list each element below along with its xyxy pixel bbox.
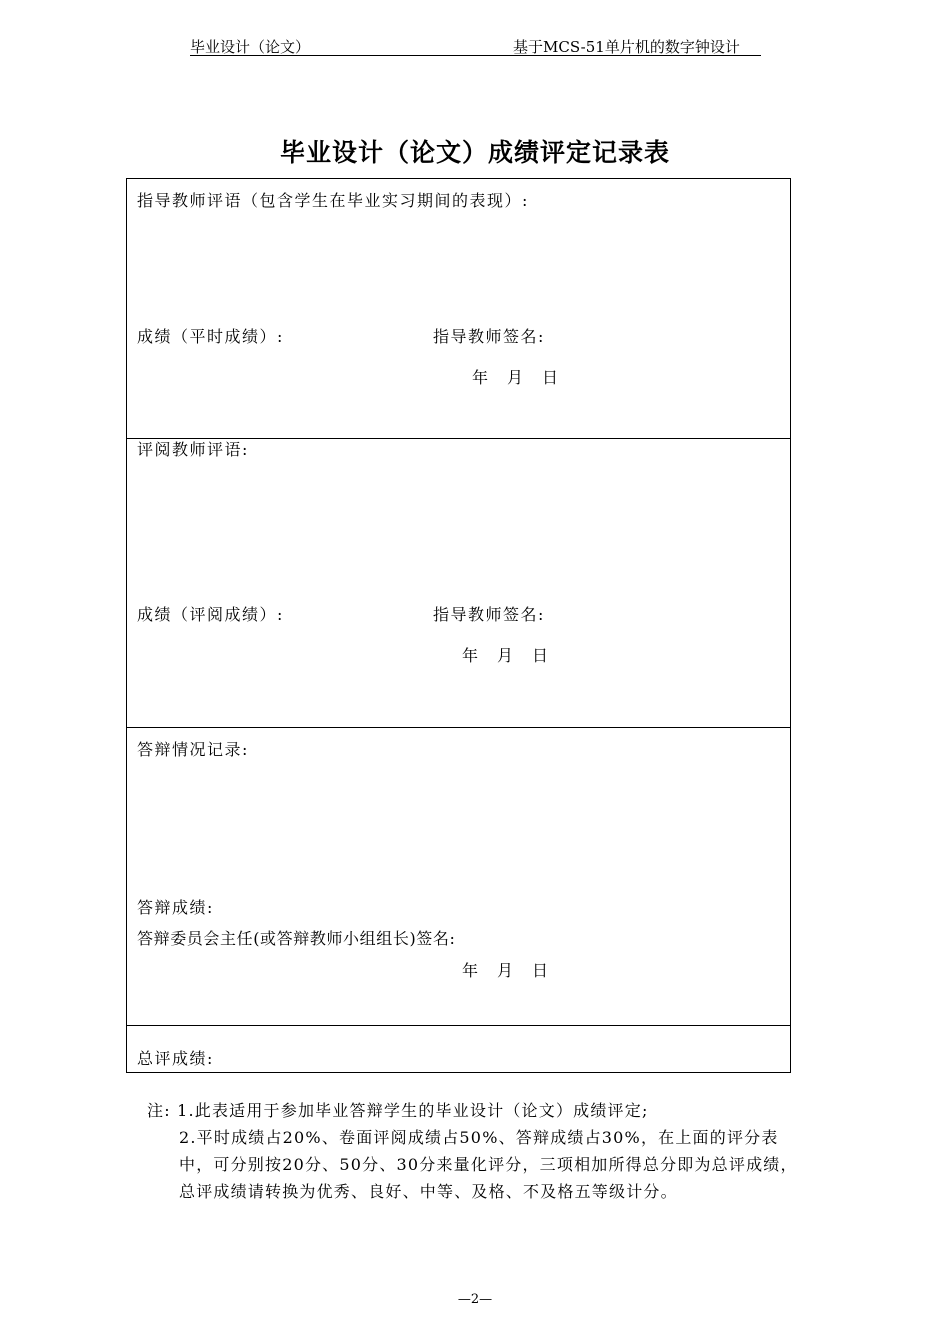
reviewer-signature-label: 指导教师签名: <box>433 605 545 624</box>
advisor-comment-prompt: 指导教师评语（包含学生在毕业实习期间的表现）: <box>137 191 529 210</box>
header-rule <box>190 55 761 56</box>
total-section <box>127 1026 790 1072</box>
defense-date: 年 月 日 <box>462 961 550 980</box>
defense-record-prompt: 答辩情况记录: <box>137 740 249 759</box>
defense-signature-label: 答辩委员会主任(或答辩教师小组组长)签名: <box>137 929 456 948</box>
running-header-right: 基于MCS-51单片机的数字钟设计 <box>513 38 740 56</box>
defense-section <box>127 728 790 1026</box>
defense-score-label: 答辩成绩: <box>137 898 214 917</box>
note-line-2: 2.平时成绩占20%、卷面评阅成绩占50%、答辩成绩占30%，在上面的评分表中，可分别按20分、50分、30分来量化评分，三项相加所得总分即为总评成绩，总评成绩请转换为优秀、良好、中等、及格、不及格五等级计分。 <box>179 1128 798 1201</box>
reviewer-section <box>127 439 790 728</box>
total-score-label: 总评成绩: <box>137 1049 214 1068</box>
advisor-section <box>127 179 790 439</box>
advisor-score-label: 成绩（平时成绩）: <box>137 327 284 346</box>
running-header-left: 毕业设计（论文） <box>190 38 311 56</box>
advisor-signature-label: 指导教师签名: <box>433 327 545 346</box>
page-number: —2— <box>457 1292 493 1307</box>
reviewer-comment-prompt: 评阅教师评语: <box>137 440 249 459</box>
notes <box>147 1097 807 1205</box>
page-title: 毕业设计（论文）成绩评定记录表 <box>279 138 670 167</box>
reviewer-score-label: 成绩（评阅成绩）: <box>137 605 284 624</box>
reviewer-date: 年 月 日 <box>462 646 550 665</box>
advisor-date: 年 月 日 <box>472 368 560 387</box>
evaluation-form <box>126 178 791 1073</box>
note-line-1: 注: 1.此表适用于参加毕业答辩学生的毕业设计（论文）成绩评定; <box>147 1101 649 1120</box>
